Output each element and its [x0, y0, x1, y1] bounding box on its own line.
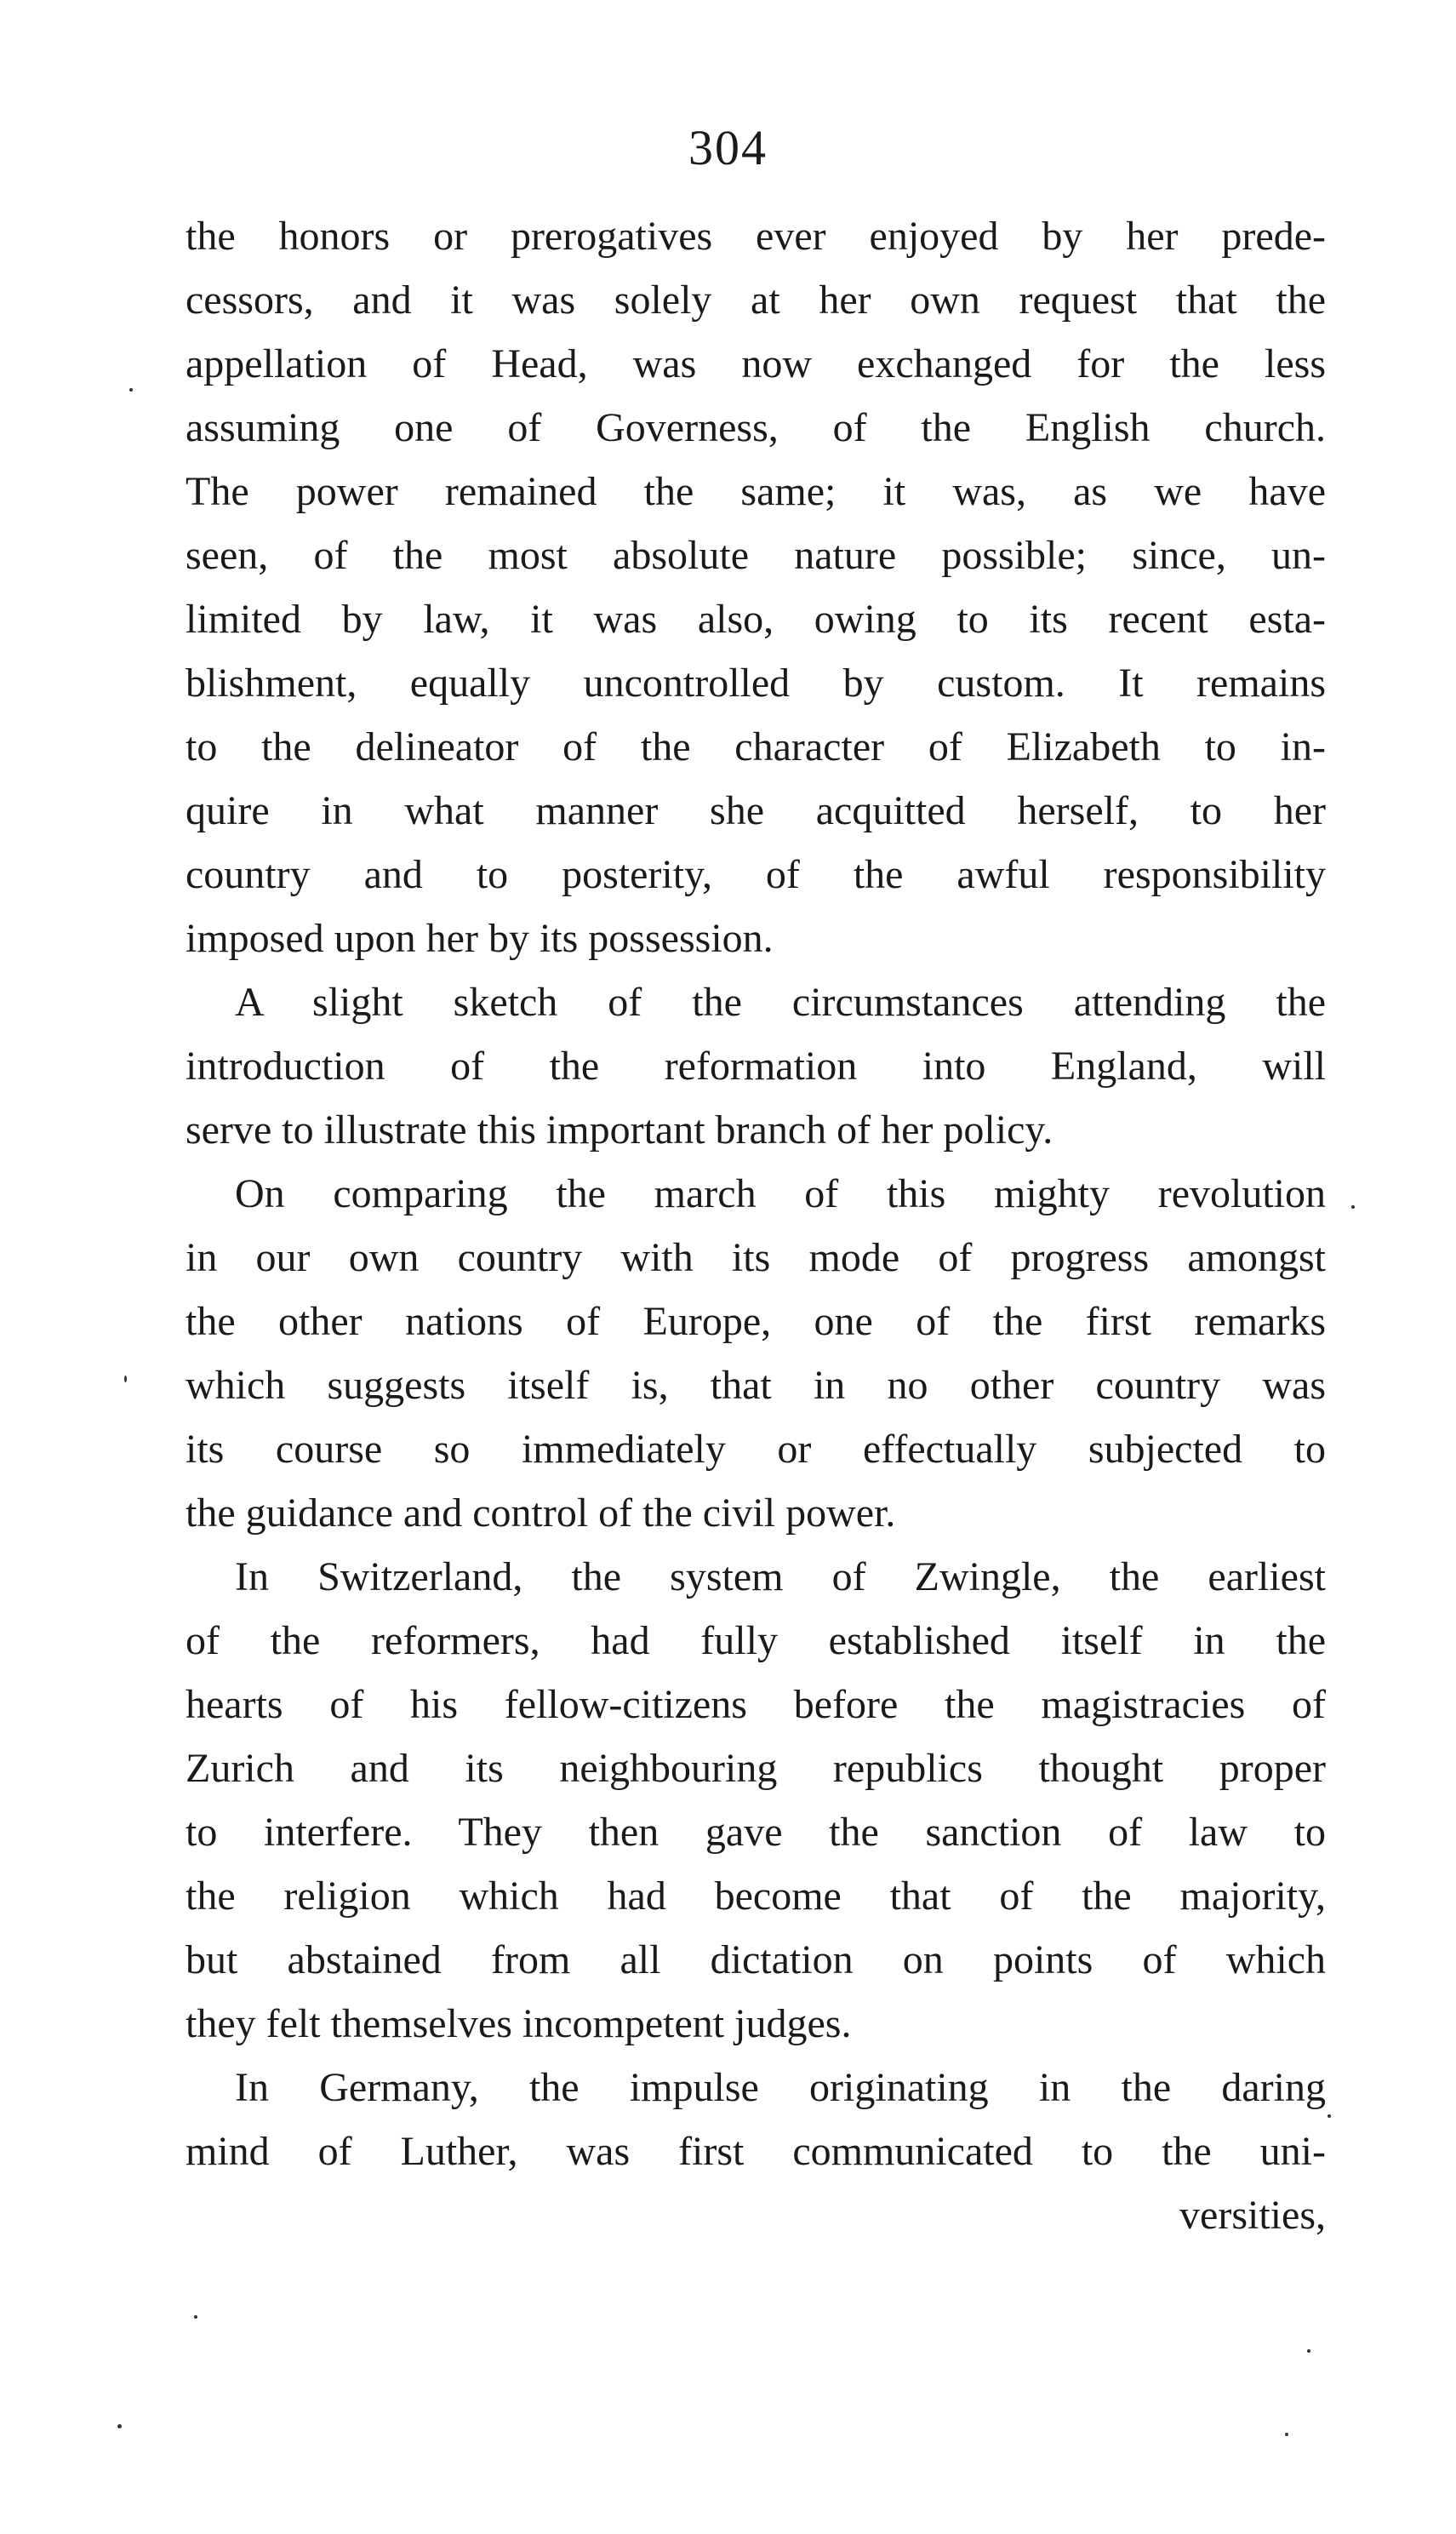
catchword: versities, [1179, 2193, 1326, 2238]
text-line: the guidance and control of the civil power. [186, 1490, 896, 1536]
text-line: introduction of the reformation into England, will [186, 1044, 1326, 1089]
text-line: serve to illustrate this important branch of her policy. [186, 1107, 1053, 1153]
text-line: seen, of the most absolute nature possible; since, un- [186, 533, 1326, 578]
text-line: the religion which had become that of the majority, [186, 1873, 1326, 1919]
text-line: cessors, and it was solely at her own request that the [186, 277, 1326, 323]
text-line: blishment, equally uncontrolled by custom. It remains [186, 661, 1326, 706]
text-line: quire in what manner she acquitted herself, to her [186, 788, 1326, 833]
text-line: in our own country with its mode of progress amongst [186, 1235, 1326, 1280]
scan-speck [1307, 2349, 1310, 2353]
page-number: 304 [688, 120, 768, 175]
text-line: they felt themselves incompetent judges. [186, 2001, 852, 2046]
scan-speck [117, 2424, 122, 2428]
scan-speck [124, 1376, 127, 1382]
text-line: limited by law, it was also, owing to its recent esta- [186, 597, 1326, 642]
text-line: but abstained from all dictation on points of which [186, 1937, 1326, 1982]
text-line: to interfere. They then gave the sanction of law to [186, 1810, 1326, 1855]
scan-speck [1285, 2433, 1288, 2436]
text-line: In Switzerland, the system of Zwingle, the earliest [235, 1554, 1326, 1599]
text-line: the other nations of Europe, one of the first remarks [186, 1299, 1326, 1344]
text-line: In Germany, the impulse originating in the daring [235, 2065, 1326, 2110]
scan-speck [129, 388, 133, 392]
scan-speck [1351, 1205, 1355, 1209]
text-line: the honors or prerogatives ever enjoyed by her prede- [186, 214, 1326, 259]
text-line: hearts of his fellow-citizens before the magistracies of [186, 1682, 1326, 1727]
scan-speck [1328, 2114, 1331, 2118]
text-line: Zurich and its neighbouring republics thought proper [186, 1746, 1326, 1791]
text-line: country and to posterity, of the awful responsibility [186, 852, 1326, 897]
text-line: imposed upon her by its possession. [186, 916, 774, 961]
text-line: assuming one of Governess, of the English church. [186, 405, 1326, 450]
text-line: of the reformers, had fully established itself in the [186, 1618, 1326, 1663]
text-line: which suggests itself is, that in no other country was [186, 1363, 1326, 1408]
text-line: mind of Luther, was first communicated to the uni- [186, 2129, 1326, 2174]
text-line: to the delineator of the character of Elizabeth to in- [186, 724, 1326, 769]
text-line: its course so immediately or effectually subjected to [186, 1427, 1326, 1472]
text-line: On comparing the march of this mighty revolution [235, 1171, 1326, 1216]
scan-speck [194, 2315, 197, 2319]
text-line: A slight sketch of the circumstances attending the [235, 980, 1326, 1025]
text-line: appellation of Head, was now exchanged for the less [186, 341, 1326, 386]
body-text [186, 204, 1326, 2247]
text-line: The power remained the same; it was, as we have [186, 469, 1326, 514]
